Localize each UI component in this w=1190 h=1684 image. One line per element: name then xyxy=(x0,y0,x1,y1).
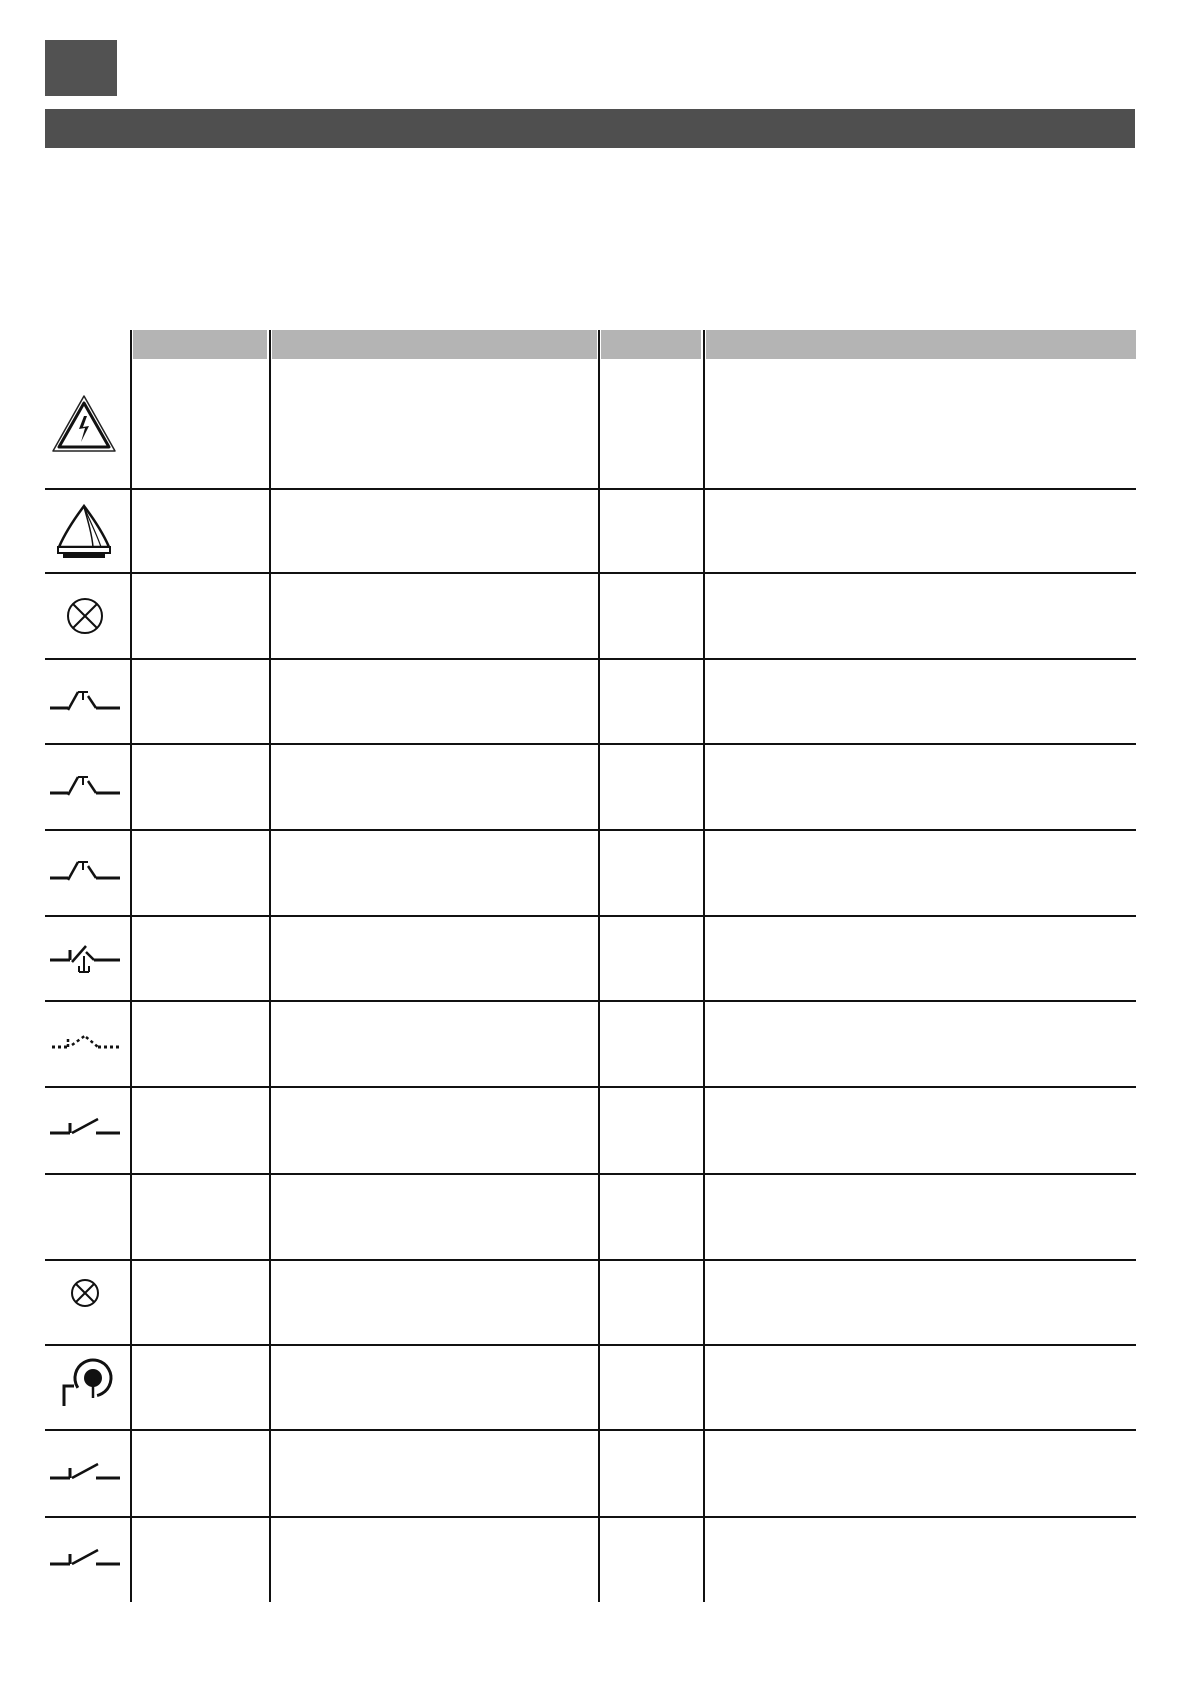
pushbutton-switch-icon xyxy=(48,771,122,801)
wireless-contact-icon xyxy=(50,1031,122,1055)
row-divider xyxy=(45,1429,1136,1431)
column-divider xyxy=(269,330,271,1602)
column-header-3 xyxy=(601,330,701,359)
warning-beacon-lamp-icon xyxy=(55,503,113,559)
row-divider xyxy=(45,1259,1136,1261)
row-divider xyxy=(45,1173,1136,1175)
indicator-lamp-icon xyxy=(65,596,105,636)
column-header-1 xyxy=(133,330,267,359)
row-divider xyxy=(45,1000,1136,1002)
row-divider xyxy=(45,1516,1136,1518)
row-divider xyxy=(45,572,1136,574)
row-divider xyxy=(45,1344,1136,1346)
row-divider xyxy=(45,743,1136,745)
row-divider xyxy=(45,1086,1136,1088)
normally-open-contact-icon xyxy=(48,1544,122,1574)
row-divider xyxy=(45,915,1136,917)
row-divider xyxy=(45,488,1136,490)
pushbutton-switch-icon xyxy=(48,856,122,886)
indicator-lamp-small-icon xyxy=(69,1277,101,1309)
key-operated-switch-icon xyxy=(48,942,122,976)
column-header-2 xyxy=(272,330,597,359)
normally-open-contact-icon xyxy=(48,1113,122,1143)
column-divider xyxy=(703,330,705,1602)
normally-open-contact-icon xyxy=(48,1458,122,1488)
column-header-4 xyxy=(706,330,1136,359)
photocell-sensor-icon xyxy=(60,1354,116,1410)
column-divider xyxy=(130,330,132,1602)
row-divider xyxy=(45,829,1136,831)
column-divider xyxy=(598,330,600,1602)
electrical-hazard-warning-icon xyxy=(50,393,118,455)
pushbutton-switch-icon xyxy=(48,686,122,716)
row-divider xyxy=(45,658,1136,660)
